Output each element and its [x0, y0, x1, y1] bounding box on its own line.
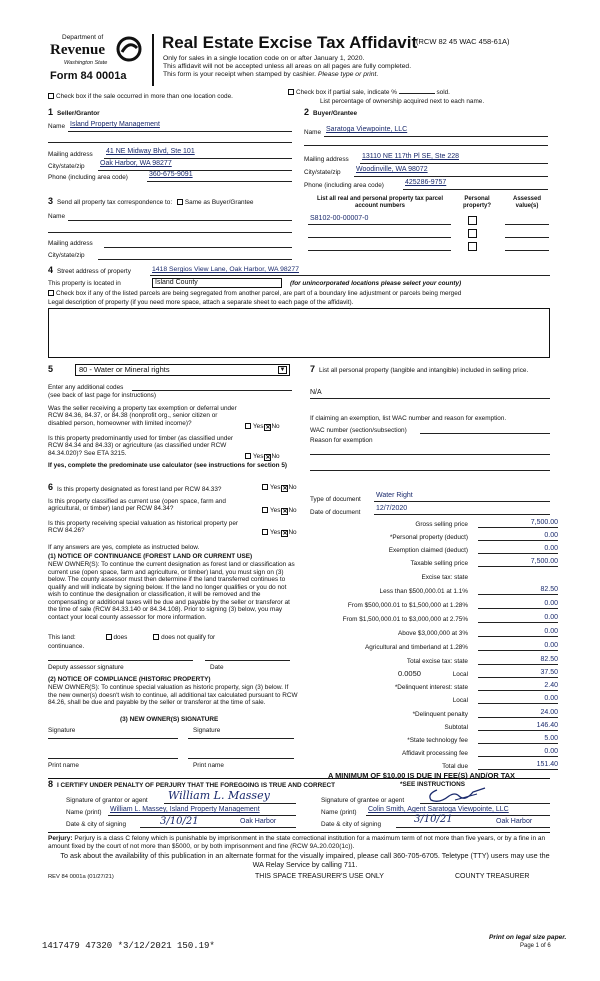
deputy-signature-label: Deputy assessor signature	[48, 664, 124, 671]
grantor-signature[interactable]: William L. Massey	[168, 789, 270, 802]
doc-date[interactable]: 12/7/2020	[376, 505, 408, 512]
grantor-date[interactable]: 3/10/21	[160, 816, 199, 827]
correspondence-label: Send all property tax correspondence to:	[57, 199, 173, 206]
complete-instructions: If any answers are yes, complete as instructed below.	[48, 544, 200, 551]
compliance-title: (2) NOTICE OF COMPLIANCE (HISTORIC PROPERTY)	[48, 676, 211, 683]
exemption-yes-checkbox[interactable]	[245, 423, 251, 429]
header-line-1: Only for sales in a single location code on or after January 1, 2020.	[163, 55, 365, 62]
buyer-phone-label: Phone (including area code)	[304, 182, 384, 189]
partial-sale-checkbox[interactable]	[288, 89, 294, 95]
seller-phone-label: Phone (including area code)	[48, 174, 128, 181]
personal-col-header: Personal property?	[462, 196, 491, 209]
page-number: Page 1 of 6	[520, 943, 551, 949]
personal-deduct-label: *Personal property (deduct)	[389, 534, 468, 541]
doc-date-label: Date of document	[310, 509, 361, 516]
new-owner-signature-label-2: Signature	[193, 727, 221, 734]
personal-checkbox-2[interactable]	[468, 229, 477, 238]
seller-name[interactable]: Island Property Management	[70, 121, 160, 128]
exemption-deduct[interactable]: 0.00	[478, 545, 558, 554]
forest-no-checkbox[interactable]: ✕	[282, 486, 288, 492]
personal-checkbox-3[interactable]	[468, 242, 477, 251]
seller-phone[interactable]: 360-675-9091	[149, 171, 193, 178]
this-land-label: This land:	[48, 634, 76, 641]
perjury-notice	[48, 832, 550, 851]
local-tax[interactable]: 37.50	[478, 669, 558, 678]
section-4-number: 4	[48, 265, 54, 275]
form-rcw: (RCW 82 45 WAC 458-61A)	[416, 37, 510, 46]
county-treasurer-label: COUNTY TREASURER	[455, 873, 530, 880]
doc-type-label: Type of document	[310, 496, 361, 503]
header-divider	[152, 34, 154, 86]
treasurer-use-label: THIS SPACE TREASURER'S USE ONLY	[255, 873, 384, 880]
historic-yes-no	[262, 529, 297, 537]
seller-city[interactable]: Oak Harbor, WA 98277	[100, 160, 172, 167]
grantor-name-label: Name (print)	[66, 809, 102, 816]
section-3-number: 3	[48, 196, 54, 206]
continuance-text: NEW OWNER(S): To continue the current designation as forest land or classification as current use (open space, farm and agriculture, or timber) land, you must sign on (3) below. The county assessor must then determine if the land transferred continues to qualify and will indicate by signing below. If the land no longer qualifies or you do not wish to continue the designation or classification, it will be removed and the compensating or additional taxes will be due and payable by the seller or transferor at the time of sale (RCW 84.33.140 or 84.34.108). Prior to signing (3) below, you may contact your local county assessor for more information.	[48, 561, 295, 621]
section-2-number: 2	[304, 107, 310, 117]
correspondence-row	[57, 199, 253, 206]
total-state[interactable]: 82.50	[478, 656, 558, 665]
corr-city-label: City/state/zip	[48, 252, 85, 259]
section-8-rule	[48, 778, 550, 779]
wac-number-label: WAC number (section/subsection)	[310, 427, 407, 434]
forest-yes-checkbox[interactable]	[262, 484, 268, 490]
section-8-number: 8	[48, 779, 54, 789]
new-owner-print-label-2: Print name	[193, 762, 224, 769]
buyer-city-label: City/state/zip	[304, 169, 341, 176]
multi-location-row	[48, 93, 233, 100]
bracket-2-value[interactable]: 0.00	[478, 600, 558, 609]
no-label: No	[271, 423, 280, 430]
forest-yes-no	[262, 484, 297, 492]
forest-question: Is this property designated as forest land per RCW 84.33?	[57, 486, 222, 493]
tax-calculation	[310, 518, 560, 808]
alternate-format-notice: To ask about the availability of this publication in an alternate format for the visually impaired, please call 360-705-6705. Teletype (TTY) users may use the WA Relay Service by calling 711.	[60, 851, 550, 869]
additional-codes-note: (see back of last page for instructions)	[48, 392, 156, 399]
excise-state-label: Excise tax: state	[421, 574, 468, 581]
grantee-date-label: Date & city of signing	[321, 821, 382, 828]
grantee-city[interactable]: Oak Harbor	[496, 818, 533, 825]
new-owner-print-label-1: Print name	[48, 762, 79, 769]
historic-yes-checkbox[interactable]	[262, 529, 268, 535]
buyer-city[interactable]: Woodinville, WA 98072	[356, 166, 428, 173]
segregated-row	[48, 290, 461, 297]
subtotal-label: Subtotal	[444, 724, 468, 731]
buyer-name[interactable]: Saratoga Viewpointe, LLC	[326, 126, 408, 133]
yes-label: Yes	[253, 423, 264, 430]
does-label: does	[113, 634, 128, 641]
bracket-4-value[interactable]: 0.00	[478, 628, 558, 637]
legal-description-field[interactable]	[48, 308, 550, 358]
personal-property-label: List all personal property (tangible and intangible) included in selling price.	[319, 367, 529, 374]
grantee-date[interactable]: 3/10/21	[414, 814, 453, 825]
gross-price-label: Gross selling price	[415, 521, 468, 528]
personal-deduct[interactable]: 0.00	[478, 532, 558, 541]
personal-checkbox-1[interactable]	[468, 216, 477, 225]
deputy-date-label: Date	[210, 664, 224, 671]
bracket-1-value[interactable]: 82.50	[478, 586, 558, 595]
section-7-number: 7	[310, 364, 316, 374]
timber-question: Is this property predominantly used for timber (as classified under RCW 84.34 and 84.33) or agriculture (as classified under RCW 84.34.020)? See ETA 3215.	[48, 435, 234, 457]
seller-heading: Seller/Grantor	[57, 110, 100, 117]
historic-question: Is this property receiving special valuation as historical property per RCW 84.26?	[48, 520, 239, 535]
total-due[interactable]: 151.40	[478, 761, 558, 770]
form-number: Form 84 0001a	[50, 70, 127, 82]
current-use-question: Is this property classified as current use (open space, farm and agricultural, or timber) land per RCW 84.34?	[48, 498, 226, 513]
dropdown-arrow-icon[interactable]: ▼	[279, 367, 286, 373]
affidavit-fee-label: Affidavit processing fee	[402, 750, 468, 757]
total-due-label: Total due	[442, 763, 468, 770]
partial-sale-percent[interactable]	[399, 93, 435, 94]
exemption-reason-label: Reason for exemption	[310, 437, 373, 444]
header-line-3	[163, 71, 378, 79]
yes-label: Yes	[253, 453, 264, 460]
section-6-number: 6	[48, 482, 54, 492]
county-select[interactable]: Island County	[152, 278, 282, 288]
buyer-address-label: Mailing address	[304, 156, 349, 163]
bracket-4-label: Above $3,000,000 at 3%	[398, 630, 468, 637]
corr-address-label: Mailing address	[48, 240, 93, 247]
personal-property-value[interactable]: N/A	[310, 389, 322, 396]
does-not-checkbox[interactable]	[153, 634, 159, 640]
no-label: No	[288, 484, 297, 491]
gross-price[interactable]: 7,500.00	[478, 519, 558, 528]
exemption-deduct-label: Exemption claimed (deduct)	[388, 547, 468, 554]
timber-yes-no	[245, 453, 280, 461]
tech-fee[interactable]: 5.00	[478, 735, 558, 744]
exemption-question: Was the seller receiving a property tax exemption or deferral under RCW 84.36, 84.37, or 84.38 (nonprofit org., senior citizen or disabled person, homeowner with limited income)?	[48, 405, 237, 427]
land-use-code-select[interactable]	[75, 364, 290, 376]
this-land-row	[48, 634, 215, 641]
new-owner-signature-label-1: Signature	[48, 727, 76, 734]
total-state-label: Total excise tax: state	[406, 658, 468, 665]
exemption-yes-no	[245, 423, 280, 431]
current-use-yes-no	[262, 507, 297, 515]
seller-address[interactable]: 41 NE Midway Blvd, Ste 101	[106, 148, 195, 155]
receipt-note: This form is your receipt when stamped by cashier.	[163, 71, 316, 78]
exemption-no-checkbox[interactable]: ✕	[265, 425, 271, 431]
timber-no-checkbox[interactable]: ✕	[265, 455, 271, 461]
grantee-name[interactable]: Colin Smith, Agent Saratoga Viewpointe, LLC	[368, 806, 509, 813]
yes-label: Yes	[270, 529, 281, 536]
revenue-wordmark: Revenue	[50, 42, 105, 58]
grantor-sig-label: Signature of grantor or agent	[66, 797, 148, 804]
same-as-buyer-checkbox[interactable]	[177, 199, 183, 205]
new-owner-sig-title: (3) NEW OWNER(S) SIGNATURE	[120, 716, 219, 723]
no-label: No	[271, 453, 280, 460]
see-instructions: *SEE INSTRUCTIONS	[400, 781, 465, 788]
section-1-number: 1	[48, 107, 54, 117]
penalty-label: *Delinquent penalty	[412, 711, 468, 718]
yes-label: Yes	[270, 484, 281, 491]
current-use-yes-checkbox[interactable]	[262, 507, 268, 513]
grantor-name[interactable]: William L. Massey, Island Property Management	[110, 806, 260, 813]
bracket-5-label: Agricultural and timberland at 1.28%	[364, 644, 468, 651]
street-address-label: Street address of property	[57, 268, 131, 275]
additional-codes-label: Enter any additional codes	[48, 384, 124, 391]
parcel-number[interactable]: S8102-00-00007-0	[310, 215, 369, 222]
subtotal[interactable]: 146.40	[478, 722, 558, 731]
revenue-logo	[50, 34, 148, 86]
street-address[interactable]: 1418 Sergios View Lane, Oak Harbor, WA 98277	[152, 266, 299, 273]
partial-sale-label: Check box if partial sale, indicate %	[296, 89, 397, 96]
historic-no-checkbox[interactable]: ✕	[282, 531, 288, 537]
does-checkbox[interactable]	[106, 634, 112, 640]
assessed-col-header: Assessed value(s)	[512, 196, 542, 209]
affidavit-fee[interactable]: 0.00	[478, 748, 558, 757]
revision-label: REV 84 0001a (01/27/21)	[48, 874, 114, 880]
certify-statement: I CERTIFY UNDER PENALTY OF PERJURY THAT THE FOREGOING IS TRUE AND CORRECT	[57, 782, 336, 789]
bracket-1-label: Less than $500,000.01 at 1.1%	[379, 588, 468, 595]
penalty[interactable]: 24.00	[478, 709, 558, 718]
yes-label: Yes	[270, 507, 281, 514]
compliance-text: NEW OWNER(S): To continue special valuation as historic property, sign (3) below. If the new owner(s) doesn't wish to continue, all additional tax calculated pursuant to RCW 84.26, shall be due and payable by the seller or transferor at the time of sale.	[48, 684, 298, 707]
percent-note: List percentage of ownership acquired next to each name.	[320, 98, 485, 105]
unincorporated-note: (for unincorporated locations please select your county)	[290, 280, 462, 287]
delinquent-state-label: *Delinquent interest: state	[394, 684, 468, 691]
seller-name-label: Name	[48, 123, 66, 130]
bracket-3-value[interactable]: 0.00	[478, 614, 558, 623]
tech-fee-label: *State technology fee	[407, 737, 468, 744]
bracket-5-value[interactable]: 0.00	[478, 642, 558, 651]
minimum-notice: A MINIMUM OF $10.00 IS DUE IN FEE(S) AND/OR TAX	[328, 771, 515, 780]
dept-label: Department of	[62, 34, 104, 41]
buyer-heading: Buyer/Grantee	[313, 110, 358, 117]
perjury-label: Perjury:	[48, 835, 73, 842]
exemption-claim-label: If claiming an exemption, list WAC number and reason for exemption.	[310, 415, 507, 422]
buyer-name-label: Name	[304, 129, 322, 136]
buyer-address[interactable]: 13110 NE 117th Pl SE, Ste 228	[362, 153, 460, 160]
segregated-label: Check box if any of the listed parcels are being segregated from another parcel, are part of a boundary line adjustment or parcels being merged	[56, 290, 462, 297]
land-use-code-value: 80 - Water or Mineral rights	[79, 365, 170, 374]
located-label: This property is located in	[48, 280, 121, 287]
corr-name-label: Name	[48, 213, 66, 220]
partial-sale-sold: sold.	[436, 89, 450, 96]
same-as-buyer-label: Same as Buyer/Grantee	[184, 199, 254, 206]
revenue-swirl-icon	[116, 36, 142, 62]
local-rate: 0.0050	[398, 669, 421, 678]
doc-type[interactable]: Water Right	[376, 492, 413, 499]
delinquent-local[interactable]: 0.00	[478, 695, 558, 704]
does-not-label: does not qualify for	[161, 634, 216, 641]
bracket-3-label: From $1,500,000.01 to $3,000,000 at 2.75%	[342, 616, 468, 623]
section-5-number: 5	[48, 364, 54, 374]
local-label: Local	[452, 671, 468, 678]
continuance-label: continuance.	[48, 643, 85, 650]
state-label: Washington State	[64, 60, 108, 66]
bracket-2-label: From $500,000.01 to $1,500,000 at 1.28%	[347, 602, 468, 609]
legal-description-label: Legal description of property (if you need more space, attach a separate sheet to each page of the affidavit).	[48, 299, 354, 306]
delinquent-local-label: Local	[452, 697, 468, 704]
grantee-sig-label: Signature of grantee or agent	[321, 797, 405, 804]
no-label: No	[288, 507, 297, 514]
seller-city-label: City/state/zip	[48, 163, 85, 170]
taxable-price-label: Taxable selling price	[410, 560, 468, 567]
grantor-date-label: Date & city of signing	[66, 821, 127, 828]
taxable-price[interactable]: 7,500.00	[478, 558, 558, 567]
legal-size-note: Print on legal size paper.	[489, 934, 567, 941]
multi-location-label: Check box if the sale occurred in more than one location code.	[56, 93, 233, 100]
form-title: Real Estate Excise Tax Affidavit	[162, 33, 418, 52]
seller-address-label: Mailing address	[48, 151, 93, 158]
buyer-phone[interactable]: 425286-9757	[405, 179, 447, 186]
grantee-name-label: Name (print)	[321, 809, 357, 816]
current-use-no-checkbox[interactable]: ✕	[282, 509, 288, 515]
predominate-use-note: If yes, complete the predominate use calculator (see instructions for section 5)	[48, 462, 288, 469]
continuance-title: (1) NOTICE OF CONTINUANCE (FOREST LAND OR CURRENT USE)	[48, 553, 253, 560]
delinquent-state[interactable]: 2.40	[478, 682, 558, 691]
partial-sale-row	[288, 89, 450, 96]
no-label: No	[288, 529, 297, 536]
segregated-checkbox[interactable]	[48, 290, 54, 296]
parcel-col-header: List all real and personal property tax parcel account numbers	[316, 196, 444, 209]
header-line-2: This affidavit will not be accepted unless all areas on all pages are fully completed.	[163, 63, 412, 70]
perjury-text: Perjury is a class C felony which is punishable by imprisonment in the state correctional institution for a maximum term of not more than five years, or by a fine in an amount fixed by the court of not more than $5000, or by both imprisonment and fine (RCW 9A.20.020(1c)).	[48, 835, 546, 851]
timber-yes-checkbox[interactable]	[245, 453, 251, 459]
treasurer-stamp: 1417479 47320 *3/12/2021 150.19*	[42, 941, 215, 951]
grantor-city[interactable]: Oak Harbor	[240, 818, 277, 825]
multi-location-checkbox[interactable]	[48, 93, 54, 99]
type-or-print-note: Please type or print.	[317, 71, 379, 78]
